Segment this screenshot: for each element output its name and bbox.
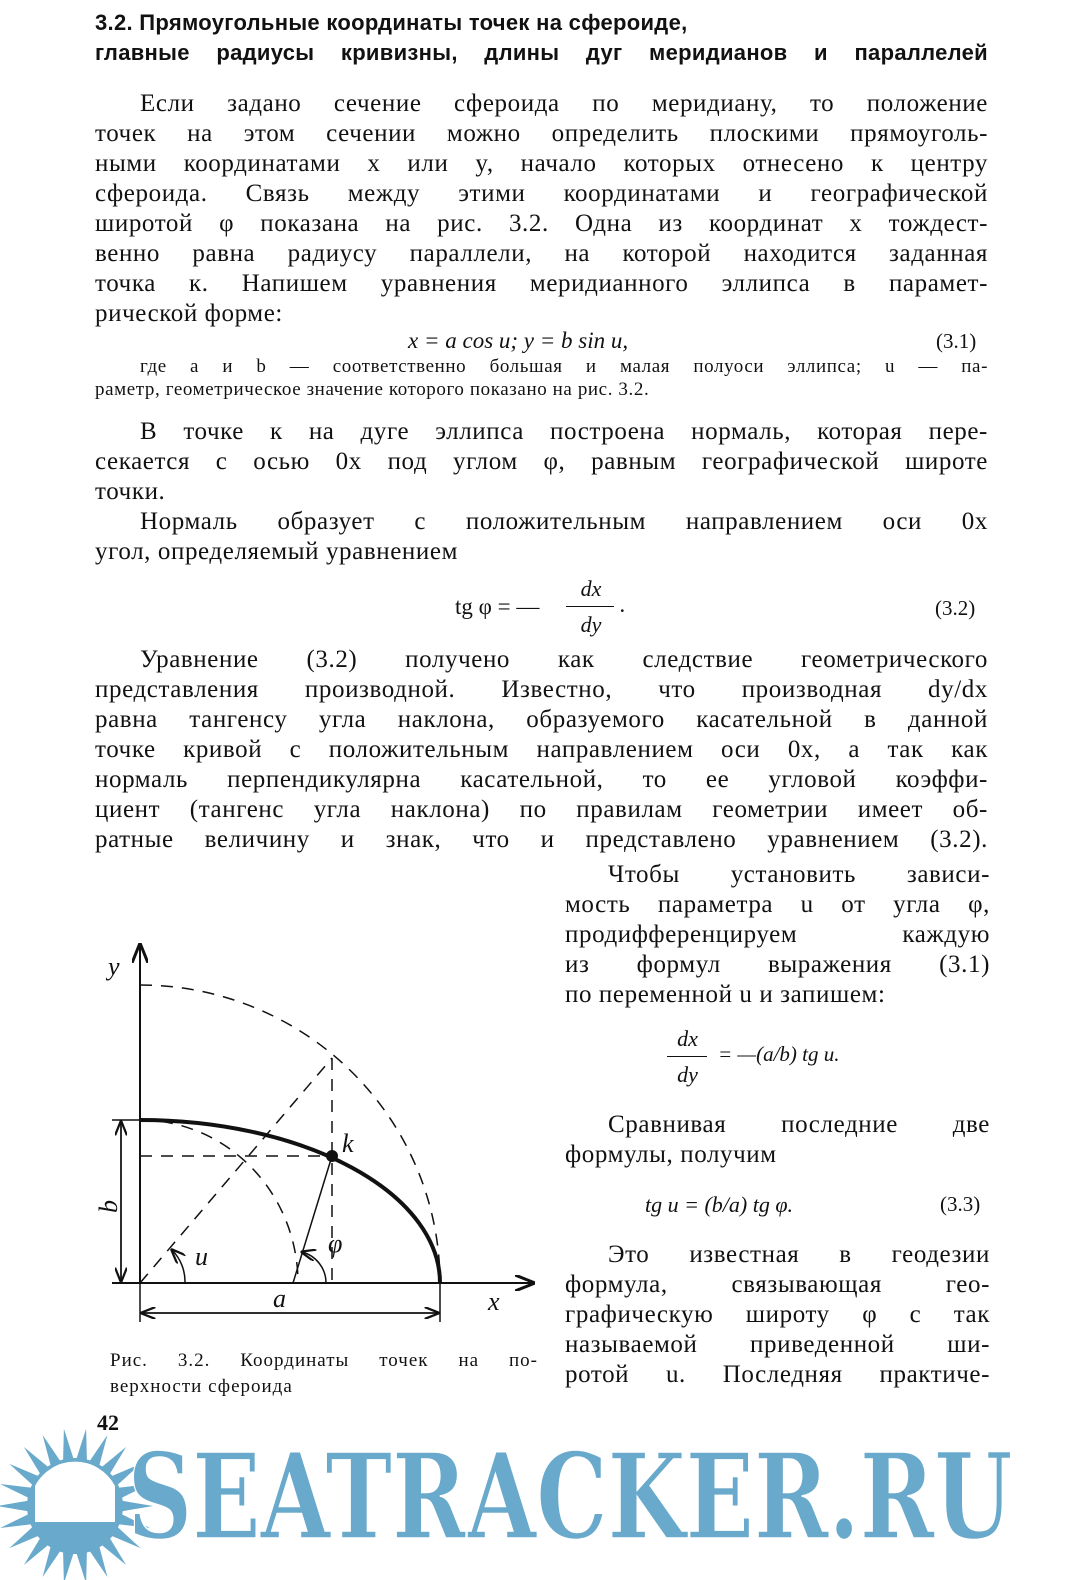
page-number: 42 — [97, 1410, 119, 1435]
equation-number-3-3: (3.3) — [940, 1192, 981, 1216]
point-k — [326, 1150, 338, 1162]
p1-line: венно равна радиусу параллели, на которой находится заданная — [95, 240, 988, 267]
angle-phi-arc — [302, 1252, 326, 1283]
inner-circle — [140, 1120, 298, 1283]
watermark-text: SEATRACKER.RU — [127, 1427, 1013, 1566]
equation-3-2-denominator: dy — [580, 612, 602, 637]
equation-number-3-2: (3.2) — [935, 596, 976, 620]
p5-line: по переменной u и запишем: — [565, 981, 886, 1008]
p7-line: формула, связывающая гео- — [565, 1271, 990, 1298]
equation-3-1: x = a cos u; y = b sin u, — [408, 328, 629, 353]
auxiliary-circle — [140, 985, 440, 1283]
p7-line: графическую широту φ с так — [565, 1301, 990, 1328]
p1-line: точка к. Напишем уравнения меридианного эллипса в парамет- — [95, 270, 988, 297]
note-line: где a и b — соответственно большая и малая полуоси эллипса; u — па- — [140, 356, 988, 377]
figure-caption-line-1: Рис. 3.2. Координаты точек на по- — [110, 1350, 538, 1371]
p4-line: точке кривой с положительным направлением оси 0x, а так как — [95, 736, 988, 763]
p5-line: Чтобы установить зависи- — [608, 861, 990, 888]
note-line: раметр, геометрическое значение которого показано на рис. 3.2. — [95, 379, 650, 400]
p1-line: точек на этом сечении можно определить плоскими прямоуголь- — [95, 120, 988, 147]
p1-line: рической форме: — [95, 300, 283, 327]
p7-line: называемой приведенной ши- — [565, 1331, 990, 1358]
p3-line: Нормаль образует с положительным направлением оси 0x — [140, 508, 988, 535]
p4-line: ратные величину и знак, что и представлено уравнением (3.2). — [95, 826, 988, 853]
label-k: k — [342, 1129, 354, 1158]
p5-line: из формул выражения (3.1) — [565, 951, 990, 978]
p4-line: Уравнение (3.2) получено как следствие геометрического — [140, 646, 988, 673]
label-y: y — [108, 952, 120, 981]
section-title-line-2: главные радиусы кривизны, длины дуг меридианов и параллелей — [95, 40, 988, 65]
p3-line: угол, определяемый уравнением — [95, 538, 459, 565]
label-x: x — [488, 1287, 500, 1316]
p4-line: представления производной. Известно, что производная dy/dx — [95, 676, 988, 703]
equation-number-3-1: (3.1) — [936, 329, 977, 353]
p7-line: ротой u. Последняя практиче- — [565, 1361, 990, 1388]
label-phi: φ — [328, 1229, 343, 1258]
meridian-ellipse — [140, 1120, 440, 1283]
p1-line: сфероида. Связь между этими координатами и географической — [95, 180, 988, 207]
p6-line: формулы, получим — [565, 1141, 777, 1168]
p2-line: точки. — [95, 478, 166, 505]
equation-3-2-numerator: dx — [580, 576, 602, 601]
p1-line: широтой φ показана на рис. 3.2. Одна из координат x тождест- — [95, 210, 988, 237]
equation-3-2-lhs: tg φ = — — [455, 594, 540, 619]
p5-line: мость параметра u от угла φ, — [565, 891, 990, 918]
p5-line: продифференцируем каждую — [565, 921, 990, 948]
label-a: a — [273, 1284, 286, 1313]
p4-line: циент (тангенс угла наклона) по правилам геометрии имеет об- — [95, 796, 988, 823]
p6-line: Сравнивая последние две — [608, 1111, 990, 1138]
p1-line: Если задано сечение сфероида по меридиану, то положение — [140, 90, 988, 117]
p4-line: равна тангенсу угла наклона, образуемого касательной в данной — [95, 706, 988, 733]
figure-caption-line-2: верхности сфероида — [110, 1376, 293, 1397]
equation-d-denominator: dy — [677, 1062, 698, 1087]
equation-d-rhs: = —(a/b) tg u. — [718, 1042, 840, 1066]
equation-d-numerator: dx — [677, 1026, 698, 1051]
normal-line — [293, 1156, 332, 1283]
section-title-line-1: 3.2. Прямоугольные координаты точек на сфероиде, — [95, 10, 688, 35]
p1-line: ными координатами x или y, начало которых отнесено к центру — [95, 150, 988, 177]
label-b: b — [94, 1200, 123, 1213]
angle-u-arc — [172, 1250, 185, 1283]
label-u: u — [195, 1242, 208, 1271]
equation-3-2-tail: . — [620, 592, 626, 617]
p7-line: Это известная в геодезии — [608, 1241, 990, 1268]
p4-line: нормаль перпендикулярна касательной, то ее угловой коэффи- — [95, 766, 988, 793]
p2-line: секается с осью 0x под углом φ, равным географической широте — [95, 448, 988, 475]
seatracker-watermark — [0, 1410, 1080, 1580]
equation-3-3: tg u = (b/a) tg φ. — [645, 1192, 794, 1217]
p2-line: В точке к на дуге эллипса построена нормаль, которая пере- — [140, 418, 988, 445]
